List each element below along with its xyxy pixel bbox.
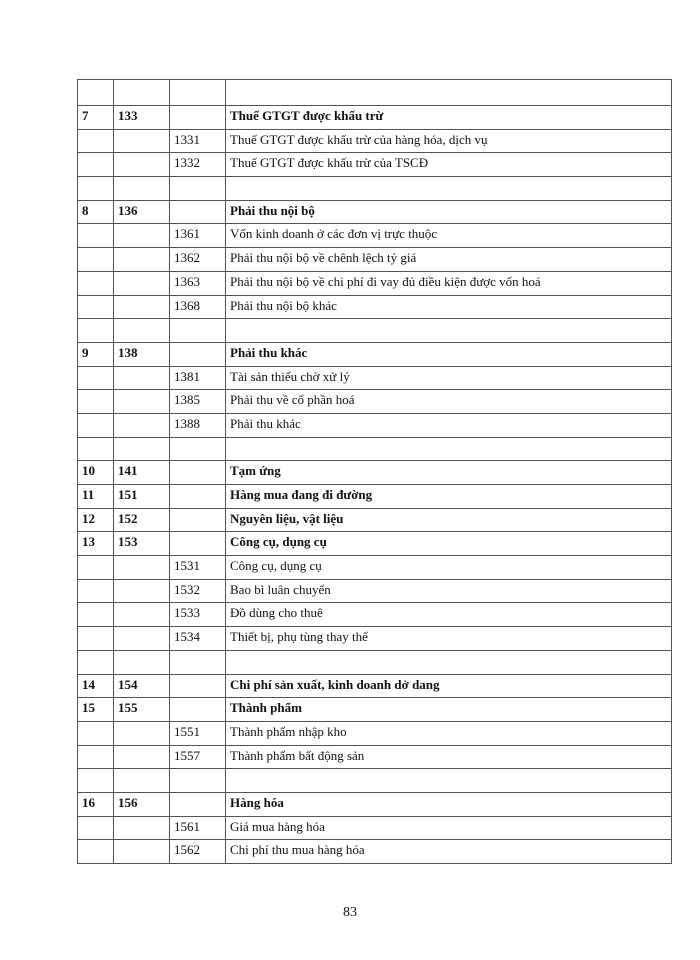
level1-account-cell <box>114 177 170 201</box>
row-number-cell <box>78 129 114 153</box>
level1-account-cell <box>114 153 170 177</box>
row-number-cell <box>78 840 114 864</box>
row-number-cell: 12 <box>78 508 114 532</box>
row-number-cell <box>78 627 114 651</box>
table-row <box>78 153 672 177</box>
level2-account-cell <box>170 177 226 201</box>
account-name-cell: Thành phẩm nhập kho <box>226 721 672 745</box>
row-number-cell <box>78 271 114 295</box>
level1-account-cell <box>114 413 170 437</box>
account-name-cell: Thuế GTGT được khấu trừ <box>226 106 672 130</box>
level2-account-cell <box>170 485 226 509</box>
account-name-cell: Tạm ứng <box>226 461 672 485</box>
level2-account-cell: 1362 <box>170 248 226 272</box>
level1-account-cell <box>114 437 170 461</box>
level2-account-cell: 1368 <box>170 295 226 319</box>
account-name-cell: Tài sản thiếu chờ xử lý <box>226 366 672 390</box>
level2-account-cell <box>170 792 226 816</box>
account-name-cell <box>226 177 672 201</box>
row-number-cell: 9 <box>78 342 114 366</box>
level1-account-cell: 151 <box>114 485 170 509</box>
table-row <box>78 295 672 319</box>
level2-account-cell <box>170 200 226 224</box>
level1-account-cell <box>114 295 170 319</box>
table-row <box>78 698 672 722</box>
level2-account-cell: 1551 <box>170 721 226 745</box>
table-row <box>78 271 672 295</box>
account-name-cell: Công cụ, dụng cụ <box>226 556 672 580</box>
table-row <box>78 603 672 627</box>
table-row <box>78 177 672 201</box>
table-row <box>78 413 672 437</box>
table-row <box>78 840 672 864</box>
table-row <box>78 390 672 414</box>
row-number-cell: 14 <box>78 674 114 698</box>
row-number-cell <box>78 413 114 437</box>
level1-account-cell: 136 <box>114 200 170 224</box>
account-name-cell <box>226 650 672 674</box>
table-row <box>78 556 672 580</box>
row-number-cell: 7 <box>78 106 114 130</box>
table-row <box>78 721 672 745</box>
level1-account-cell <box>114 556 170 580</box>
level1-account-cell <box>114 721 170 745</box>
level1-account-cell: 156 <box>114 792 170 816</box>
table-row <box>78 650 672 674</box>
table-row <box>78 366 672 390</box>
account-name-cell: Phải thu nội bộ về chi phí đi vay đủ điều kiện được vốn hoá <box>226 271 672 295</box>
level1-account-cell <box>114 769 170 793</box>
account-name-cell: Thuế GTGT được khấu trừ của TSCĐ <box>226 153 672 177</box>
account-name-cell <box>226 80 672 106</box>
level2-account-cell: 1533 <box>170 603 226 627</box>
level1-account-cell <box>114 603 170 627</box>
level2-account-cell: 1532 <box>170 579 226 603</box>
account-name-cell <box>226 769 672 793</box>
level1-account-cell <box>114 650 170 674</box>
level2-account-cell <box>170 461 226 485</box>
row-number-cell <box>78 745 114 769</box>
level2-account-cell <box>170 769 226 793</box>
account-name-cell: Thành phẩm <box>226 698 672 722</box>
table-row <box>78 200 672 224</box>
level2-account-cell: 1331 <box>170 129 226 153</box>
level2-account-cell <box>170 319 226 343</box>
level1-account-cell <box>114 80 170 106</box>
account-name-cell: Phải thu nội bộ khác <box>226 295 672 319</box>
table-row <box>78 319 672 343</box>
account-name-cell: Hàng hóa <box>226 792 672 816</box>
table-row <box>78 485 672 509</box>
table-row <box>78 674 672 698</box>
account-name-cell <box>226 437 672 461</box>
level2-account-cell <box>170 437 226 461</box>
account-name-cell: Phải thu khác <box>226 342 672 366</box>
row-number-cell <box>78 769 114 793</box>
level1-account-cell <box>114 129 170 153</box>
row-number-cell <box>78 224 114 248</box>
page-number: 83 <box>343 905 357 920</box>
level1-account-cell <box>114 271 170 295</box>
level2-account-cell: 1363 <box>170 271 226 295</box>
level1-account-cell <box>114 579 170 603</box>
level2-account-cell <box>170 698 226 722</box>
level2-account-cell <box>170 80 226 106</box>
level2-account-cell <box>170 106 226 130</box>
level2-account-cell: 1332 <box>170 153 226 177</box>
account-name-cell <box>226 319 672 343</box>
row-number-cell <box>78 650 114 674</box>
level2-account-cell <box>170 508 226 532</box>
level2-account-cell <box>170 674 226 698</box>
account-name-cell: Nguyên liệu, vật liệu <box>226 508 672 532</box>
account-name-cell: Chi phí sản xuất, kinh doanh dở dang <box>226 674 672 698</box>
account-name-cell: Hàng mua đang đi đường <box>226 485 672 509</box>
level2-account-cell <box>170 532 226 556</box>
row-number-cell <box>78 177 114 201</box>
level2-account-cell <box>170 650 226 674</box>
account-name-cell: Phải thu khác <box>226 413 672 437</box>
level2-account-cell: 1385 <box>170 390 226 414</box>
level2-account-cell: 1562 <box>170 840 226 864</box>
table-row <box>78 532 672 556</box>
table-row <box>78 745 672 769</box>
row-number-cell <box>78 319 114 343</box>
level2-account-cell: 1534 <box>170 627 226 651</box>
level2-account-cell: 1561 <box>170 816 226 840</box>
level1-account-cell: 153 <box>114 532 170 556</box>
table-row <box>78 106 672 130</box>
level1-account-cell <box>114 840 170 864</box>
row-number-cell <box>78 437 114 461</box>
account-name-cell: Thiết bị, phụ tùng thay thế <box>226 627 672 651</box>
level1-account-cell <box>114 627 170 651</box>
row-number-cell <box>78 248 114 272</box>
row-number-cell <box>78 603 114 627</box>
account-name-cell: Phải thu nội bộ về chênh lệch tỷ giá <box>226 248 672 272</box>
row-number-cell <box>78 816 114 840</box>
row-number-cell: 15 <box>78 698 114 722</box>
account-name-cell: Công cụ, dụng cụ <box>226 532 672 556</box>
level1-account-cell: 138 <box>114 342 170 366</box>
table-row <box>78 579 672 603</box>
table-row <box>78 769 672 793</box>
row-number-cell <box>78 80 114 106</box>
row-number-cell: 16 <box>78 792 114 816</box>
table-row <box>78 248 672 272</box>
table-row <box>78 792 672 816</box>
row-number-cell <box>78 579 114 603</box>
account-name-cell: Thành phẩm bất động sản <box>226 745 672 769</box>
level2-account-cell: 1388 <box>170 413 226 437</box>
level2-account-cell: 1557 <box>170 745 226 769</box>
account-name-cell: Chi phí thu mua hàng hóa <box>226 840 672 864</box>
account-name-cell: Bao bì luân chuyển <box>226 579 672 603</box>
row-number-cell <box>78 556 114 580</box>
row-number-cell: 8 <box>78 200 114 224</box>
table-row <box>78 508 672 532</box>
table-row <box>78 627 672 651</box>
account-name-cell: Thuế GTGT được khấu trừ của hàng hóa, dịch vụ <box>226 129 672 153</box>
level1-account-cell: 152 <box>114 508 170 532</box>
level1-account-cell: 141 <box>114 461 170 485</box>
level1-account-cell <box>114 745 170 769</box>
table-row <box>78 129 672 153</box>
account-name-cell: Vốn kinh doanh ở các đơn vị trực thuộc <box>226 224 672 248</box>
level2-account-cell: 1381 <box>170 366 226 390</box>
row-number-cell: 13 <box>78 532 114 556</box>
table-body <box>78 80 672 864</box>
level1-account-cell <box>114 816 170 840</box>
level1-account-cell <box>114 319 170 343</box>
table-row <box>78 461 672 485</box>
level2-account-cell <box>170 342 226 366</box>
row-number-cell <box>78 295 114 319</box>
level1-account-cell: 154 <box>114 674 170 698</box>
table-row <box>78 437 672 461</box>
row-number-cell <box>78 153 114 177</box>
level1-account-cell <box>114 366 170 390</box>
level2-account-cell: 1361 <box>170 224 226 248</box>
account-name-cell: Phải thu về cổ phần hoá <box>226 390 672 414</box>
level1-account-cell <box>114 390 170 414</box>
row-number-cell <box>78 366 114 390</box>
account-name-cell: Đồ dùng cho thuê <box>226 603 672 627</box>
table-row <box>78 224 672 248</box>
row-number-cell: 11 <box>78 485 114 509</box>
account-name-cell: Giá mua hàng hóa <box>226 816 672 840</box>
level1-account-cell: 133 <box>114 106 170 130</box>
table-row <box>78 80 672 106</box>
level1-account-cell: 155 <box>114 698 170 722</box>
level1-account-cell <box>114 248 170 272</box>
account-name-cell: Phải thu nội bộ <box>226 200 672 224</box>
level1-account-cell <box>114 224 170 248</box>
row-number-cell: 10 <box>78 461 114 485</box>
row-number-cell <box>78 721 114 745</box>
chart-of-accounts-table <box>77 79 672 864</box>
level2-account-cell: 1531 <box>170 556 226 580</box>
table-row <box>78 816 672 840</box>
row-number-cell <box>78 390 114 414</box>
table-row <box>78 342 672 366</box>
